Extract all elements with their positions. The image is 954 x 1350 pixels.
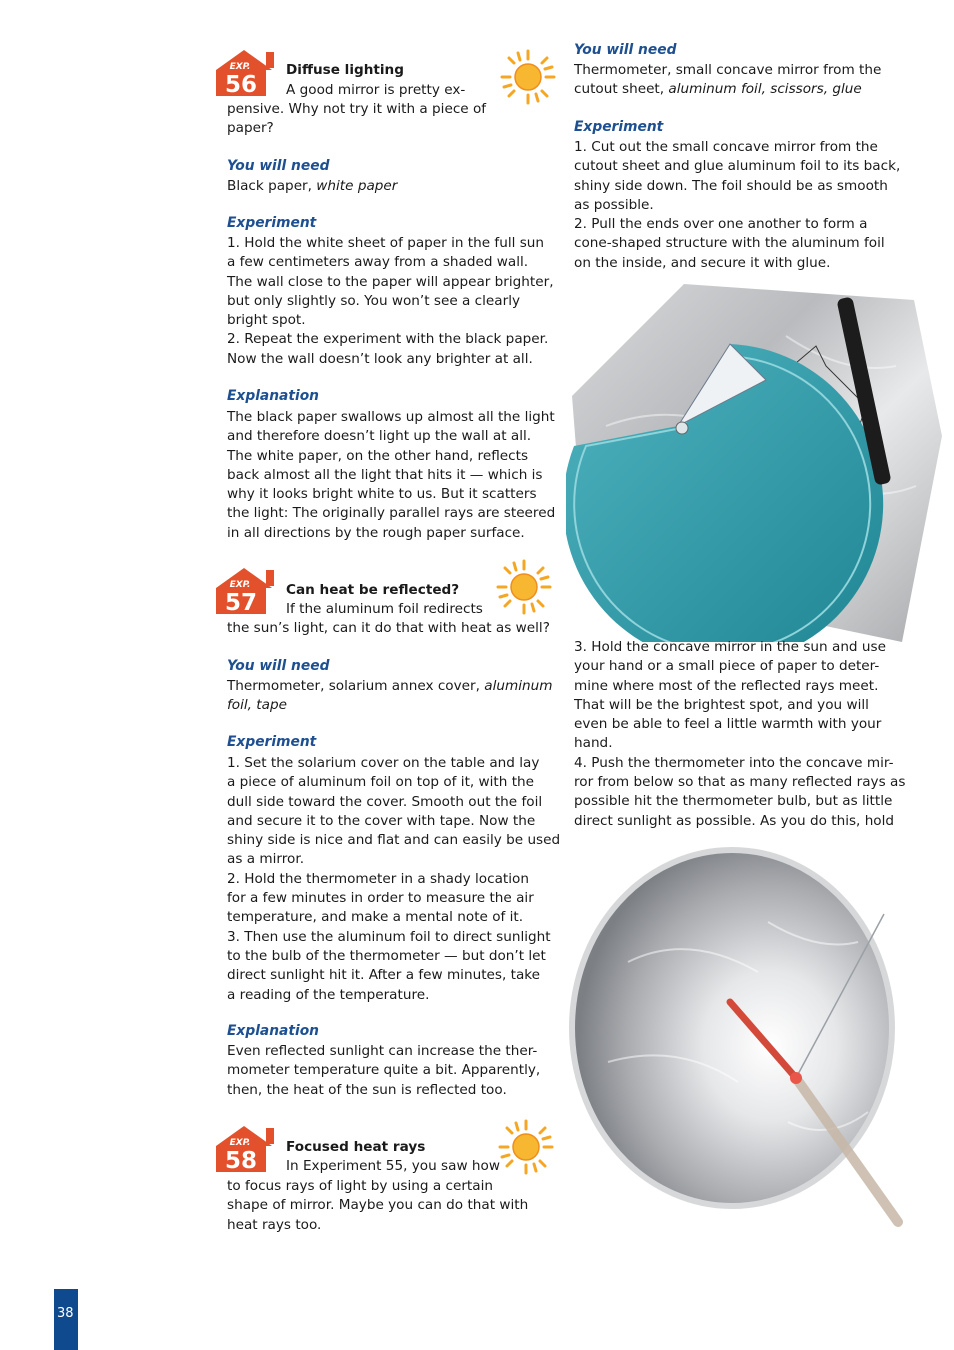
right-experiment-heading: Experiment	[574, 119, 664, 135]
exp57-intro-line1: If the aluminum foil redirects	[286, 601, 483, 617]
right-continued-text: 3. Hold the concave mirror in the sun and use your hand or a small piece of paper to deter- mine where most of the reflected rays meet. That will be the brightest spot, and you will even be able to feel a little warmth with your hand. 4. Push the thermometer into the concave mir- ror from below so that as many reflected rays as possible hit the thermometer bulb, but as little direct sunlight as possible. As you do this, hold	[574, 639, 906, 829]
exp56-number: 56	[224, 72, 258, 98]
exp57-title: Can heat be reflected?	[286, 582, 460, 598]
exp56-badge-label: EXP.	[229, 62, 251, 72]
exp57-number: 57	[224, 590, 258, 616]
concave-mirror-thermometer-photo	[568, 842, 946, 1242]
exp56-experiment-heading: Experiment	[227, 215, 317, 231]
exp57-need-text: Thermometer, solarium annex cover, aluminum foil, tape	[227, 678, 553, 714]
exp57-badge-icon	[214, 566, 278, 616]
page-number: 38	[57, 1306, 74, 1321]
right-need-text: Thermometer, small concave mirror from the cutout sheet, aluminum foil, scissors, glue	[574, 62, 882, 98]
exp56-need-heading: You will need	[227, 158, 330, 174]
exp56-explanation-text: The black paper swallows up almost all the light and therefore doesn’t light up the wall at all. The white paper, on the other hand, reflects back almost all the light that hits it — which is why it looks bright white to us. But it scatters the light: The originally parallel rays are steered in all directions by the rough paper surface.	[227, 409, 556, 541]
sun-icon	[495, 558, 553, 616]
exp57-need-heading: You will need	[227, 658, 330, 674]
sun-icon	[497, 1118, 555, 1176]
sun-icon	[499, 48, 557, 106]
exp56-intro-line3: paper?	[227, 120, 274, 136]
exp57-intro-line2: the sun’s light, can it do that with heat as well?	[227, 620, 550, 636]
right-need-heading: You will need	[574, 42, 677, 58]
exp56-title: Diffuse lighting	[286, 62, 404, 78]
exp56-badge-icon	[214, 48, 278, 98]
exp58-title: Focused heat rays	[286, 1139, 426, 1155]
right-experiment-text: 1. Cut out the small concave mirror from the cutout sheet and glue aluminum foil to its back, shiny side down. The foil should be as smooth as possible. 2. Pull the ends over one another to form a cone-shaped structure with the aluminum foil on the inside, and secure it with glue.	[574, 139, 901, 271]
exp56-intro-line1: A good mirror is pretty ex-	[286, 82, 466, 98]
exp58-number: 58	[224, 1148, 258, 1174]
exp57-experiment-heading: Experiment	[227, 734, 317, 750]
exp57-explanation-text: Even reflected sunlight can increase the ther- mometer temperature quite a bit. Apparently, then, the heat of the sun is reflected too.	[227, 1043, 541, 1098]
cutout-mirror-photo	[566, 276, 942, 642]
exp56-explanation-heading: Explanation	[227, 388, 319, 404]
exp57-explanation-heading: Explanation	[227, 1023, 319, 1039]
exp56-intro-line2: pensive. Why not try it with a piece of	[227, 101, 487, 117]
exp58-intro-line1: In Experiment 55, you saw how	[286, 1158, 500, 1174]
exp58-badge-icon	[214, 1124, 278, 1174]
exp57-experiment-text: 1. Set the solarium cover on the table and lay a piece of aluminum foil on top of it, with the dull side toward the cover. Smooth out the foil and secure it to the cover with tape. Now the shiny side is nice and flat and can easily be used as a mirror. 2. Hold the thermometer in a shady location for a few minutes in order to measure the air temperature, and make a mental note of it. 3. Then use the aluminum foil to direct sunlight to the bulb of the thermometer — but don’t let direct sunlight hit it. After a few minutes, take a reading of the temperature.	[227, 755, 561, 1003]
exp58-intro-text: to focus rays of light by using a certain shape of mirror. Maybe you can do that with heat rays too.	[227, 1178, 529, 1233]
exp58-badge-label: EXP.	[229, 1138, 251, 1148]
exp56-experiment-text: 1. Hold the white sheet of paper in the full sun a few centimeters away from a shaded wall. The wall close to the paper will appear brighter, but only slightly so. You won’t see a clearly bright spot. 2. Repeat the experiment with the black paper. Now the wall doesn’t look any brighter at all.	[227, 235, 554, 367]
exp56-need-text: Black paper, white paper	[227, 178, 398, 194]
exp57-badge-label: EXP.	[229, 580, 251, 590]
